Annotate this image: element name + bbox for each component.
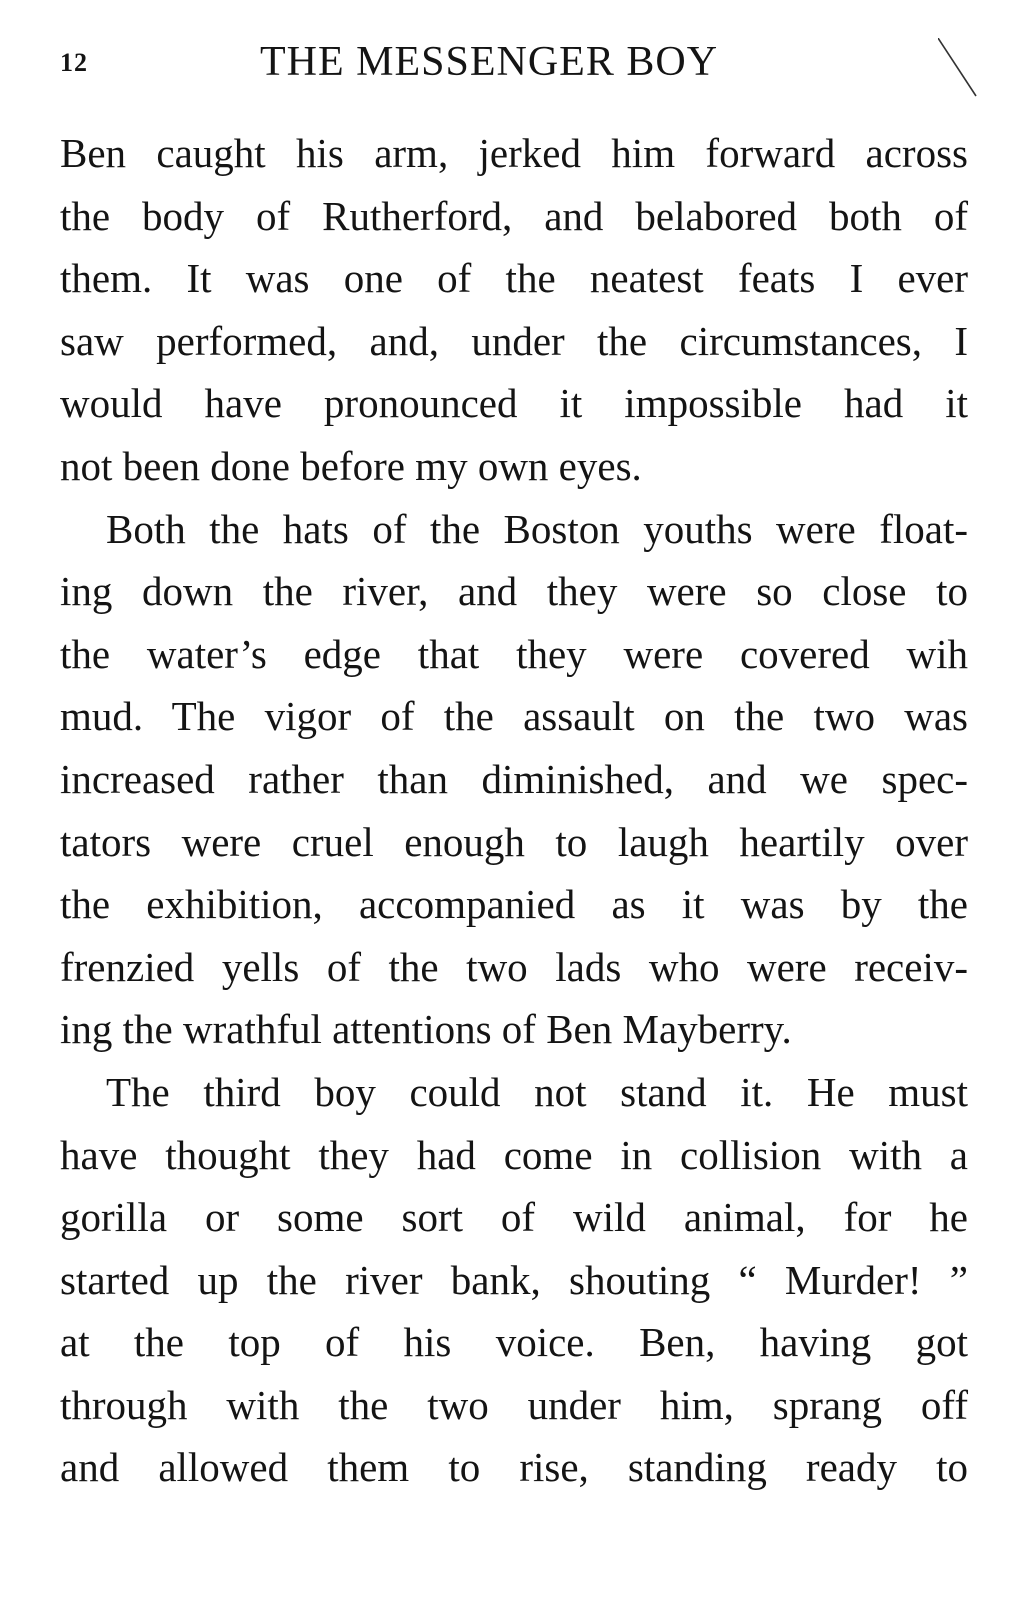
paragraph: [60, 122, 968, 498]
paragraph: [60, 1061, 968, 1499]
text-line: not been done before my own eyes.: [60, 442, 642, 489]
text-line: ing down the river, and they were so close to: [60, 568, 968, 615]
paragraph: [60, 498, 968, 1061]
text-line: gorilla or some sort of wild animal, for he: [60, 1194, 968, 1241]
text-line: ing the wrathful attentions of Ben Mayberry.: [60, 1006, 792, 1053]
body-text: [60, 122, 968, 1499]
text-line: and allowed them to rise, standing ready to: [60, 1444, 968, 1491]
page-corner-mark: [938, 38, 1012, 118]
text-line: the exhibition, accompanied as it was by the: [60, 881, 968, 928]
text-line: through with the two under him, sprang off: [60, 1381, 968, 1428]
text-line: have thought they had come in collision with a: [60, 1131, 968, 1178]
text-line: Both the hats of the Boston youths were float-: [106, 505, 968, 552]
text-line: tators were cruel enough to laugh heartily over: [60, 818, 968, 865]
text-line: them. It was one of the neatest feats I ever: [60, 255, 968, 302]
text-line: frenzied yells of the two lads who were receiv-: [60, 943, 968, 990]
page-number: 12: [60, 48, 88, 77]
text-line: would have pronounced it impossible had it: [60, 380, 968, 427]
running-title: THE MESSENGER BOY: [260, 39, 719, 85]
text-line: Ben caught his arm, jerked him forward across: [60, 130, 968, 176]
text-line: the water’s edge that they were covered wih: [60, 630, 968, 677]
text-line: saw performed, and, under the circumstances, I: [60, 317, 968, 364]
text-line: The third boy could not stand it. He must: [106, 1068, 968, 1115]
text-line: increased rather than diminished, and we spec-: [60, 755, 968, 802]
running-head: [60, 38, 970, 88]
text-line: started up the river bank, shouting “ Murder! ”: [60, 1256, 968, 1303]
text-line: mud. The vigor of the assault on the two was: [60, 693, 968, 740]
text-line: the body of Rutherford, and belabored both of: [60, 192, 968, 239]
text-line: at the top of his voice. Ben, having got: [60, 1319, 968, 1366]
